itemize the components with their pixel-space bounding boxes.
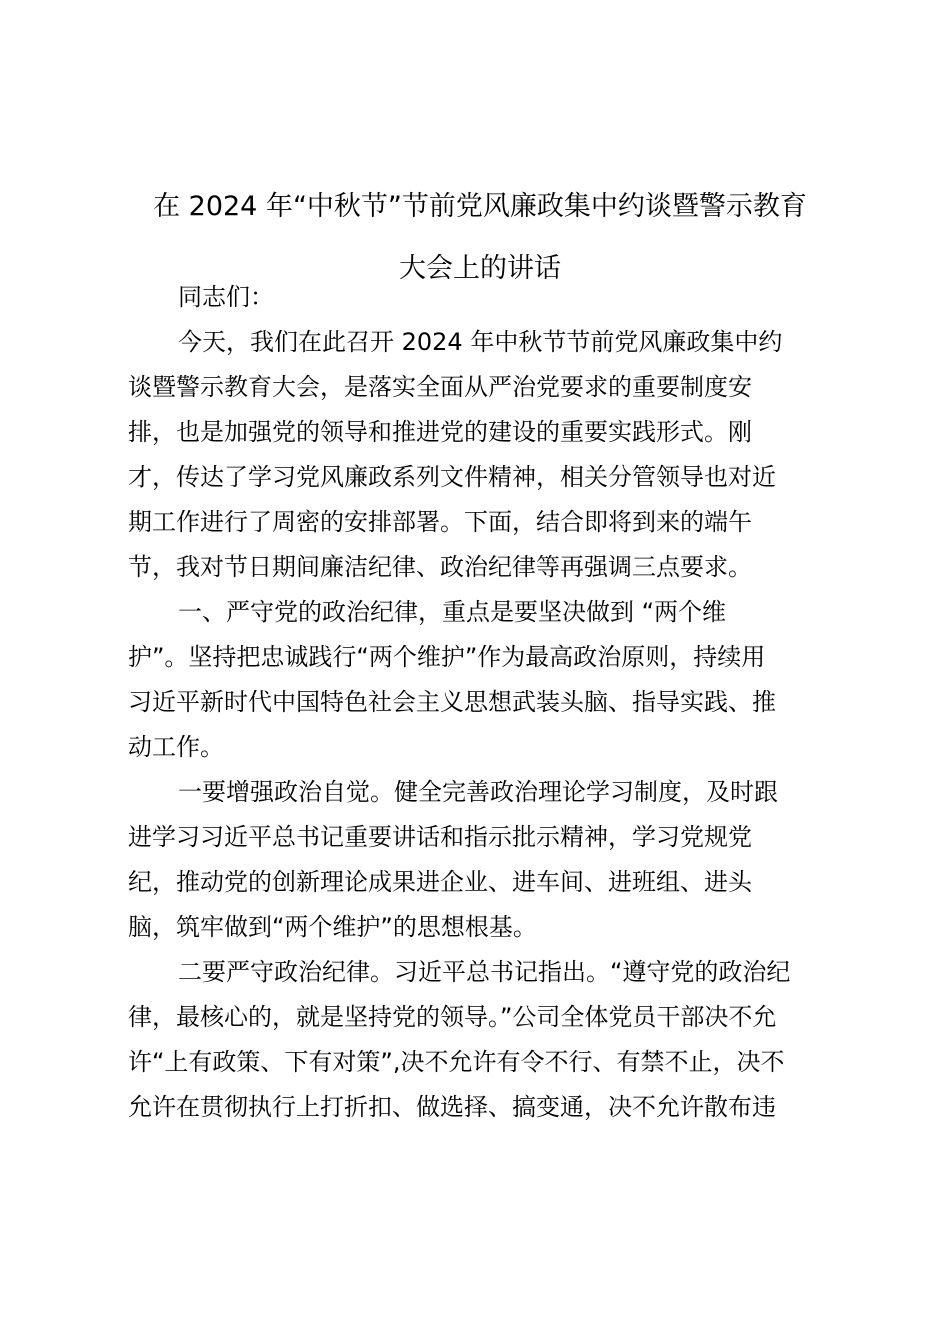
title-line-2: 大会上的讲话 bbox=[399, 253, 561, 284]
salutation: 同志们： bbox=[178, 283, 274, 311]
paragraph-line: 进学习习近平总书记重要讲话和指示批示精神，学习党规党 bbox=[128, 823, 752, 851]
paragraph-line: 动工作。 bbox=[128, 733, 224, 761]
paragraph-line: 律，最核心的，就是坚持党的领导。”公司全体党员干部决不允 bbox=[128, 1003, 777, 1031]
paragraph-line: 允许在贯彻执行上打折扣、做选择、搞变通，决不允许散布违 bbox=[128, 1093, 776, 1121]
paragraph-line: 才，传达了学习党风廉政系列文件精神，相关分管领导也对近 bbox=[128, 463, 776, 491]
paragraph-line: 期工作进行了周密的安排部署。下面，结合即将到来的端午 bbox=[128, 508, 752, 536]
paragraph-line: 排，也是加强党的领导和推进党的建设的重要实践形式。刚 bbox=[128, 418, 752, 446]
paragraph-line: 二要严守政治纪律。习近平总书记指出。“遵守党的政治纪 bbox=[178, 958, 791, 986]
paragraph-line: 谈暨警示教育大会，是落实全面从严治党要求的重要制度安 bbox=[128, 373, 752, 401]
paragraph-line: 今天，我们在此召开 2024 年中秋节节前党风廉政集中约 bbox=[178, 328, 783, 356]
title-line-1: 在 2024 年“中秋节”节前党风廉政集中约谈暨警示教育 bbox=[153, 191, 807, 222]
paragraph-line: 习近平新时代中国特色社会主义思想武装头脑、指导实践、推 bbox=[128, 688, 776, 716]
paragraph-line: 节，我对节日期间廉洁纪律、政治纪律等再强调三点要求。 bbox=[128, 553, 752, 581]
paragraph-line: 纪，推动党的创新理论成果进企业、进车间、进班组、进头 bbox=[128, 868, 752, 896]
paragraph-line: 一要增强政治自觉。健全完善政治理论学习制度，及时跟 bbox=[178, 778, 778, 806]
paragraph-line: 护”。坚持把忠诚践行“两个维护”作为最高政治原则，持续用 bbox=[128, 643, 766, 671]
section-heading-line: 一、严守党的政治纪律，重点是要坚决做到 “两个维 bbox=[178, 598, 727, 626]
paragraph-line: 许“上有政策、下有对策”,决不允许有令不行、有禁不止，决不 bbox=[128, 1048, 785, 1076]
paragraph-line: 脑，筑牢做到“两个维护”的思想根基。 bbox=[128, 913, 537, 941]
